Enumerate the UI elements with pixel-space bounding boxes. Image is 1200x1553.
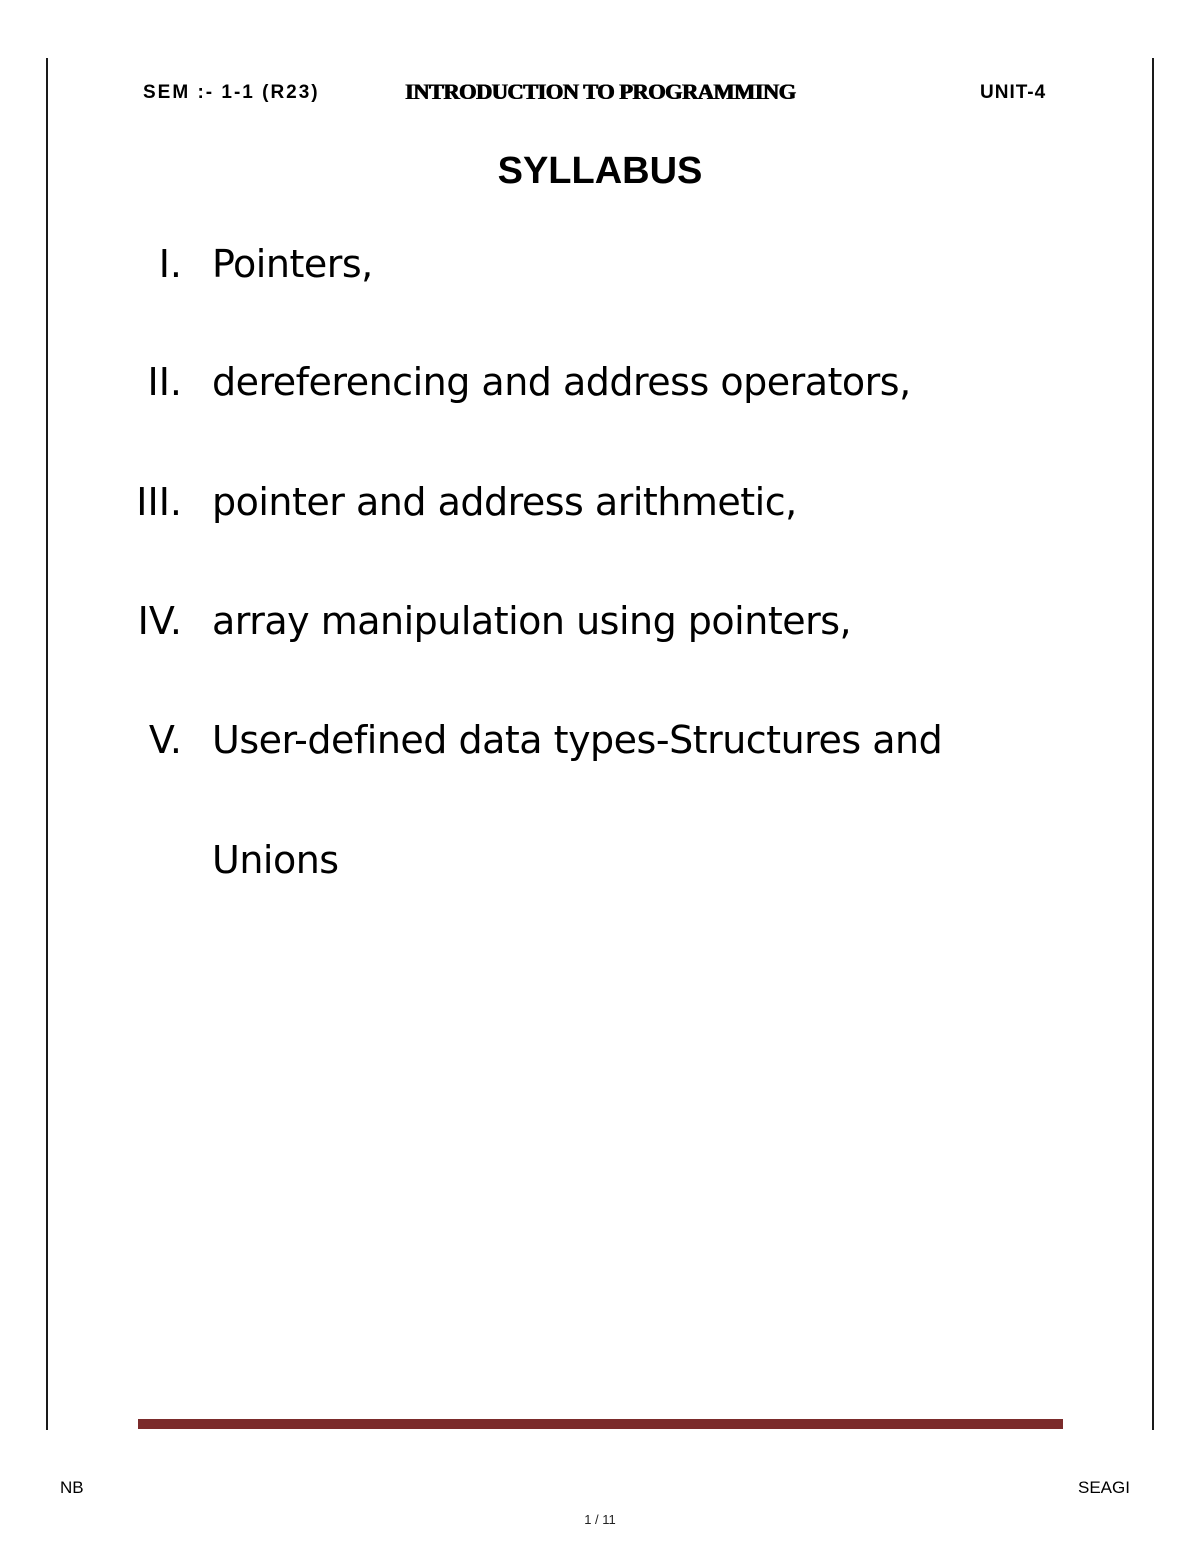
page-title: SYLLABUS — [497, 150, 703, 192]
syllabus-item-numeral: I. — [158, 242, 182, 286]
syllabus-item-text: dereferencing and address operators, — [212, 360, 911, 404]
syllabus-item-text: pointer and address arithmetic, — [212, 480, 797, 524]
syllabus-item — [0, 710, 1200, 770]
page-indicator: 1 / 11 — [584, 1512, 616, 1527]
syllabus-item — [0, 591, 1200, 651]
syllabus-item — [0, 352, 1200, 412]
syllabus-item-text: User-defined data types-Structures and — [212, 718, 943, 762]
header-subject: INTRODUCTION TO PROGRAMMING — [405, 79, 796, 104]
syllabus-item — [0, 234, 1200, 294]
footer-left-text: NB — [60, 1478, 84, 1497]
syllabus-item-text: array manipulation using pointers, — [212, 599, 852, 643]
syllabus-item-numeral: IV. — [137, 599, 182, 643]
syllabus-item — [0, 472, 1200, 532]
syllabus-item-text: Pointers, — [212, 242, 373, 286]
header-semester: SEM :- 1-1 (R23) — [143, 82, 320, 103]
footer-rule — [138, 1419, 1063, 1429]
footer-right-text: SEAGI — [1078, 1478, 1130, 1497]
syllabus-item-numeral: III. — [136, 480, 182, 524]
syllabus-item-continuation: Unions — [212, 838, 339, 882]
header-unit: UNIT-4 — [980, 82, 1047, 103]
syllabus-item-numeral: V. — [148, 718, 182, 762]
syllabus-item-numeral: II. — [147, 360, 182, 404]
